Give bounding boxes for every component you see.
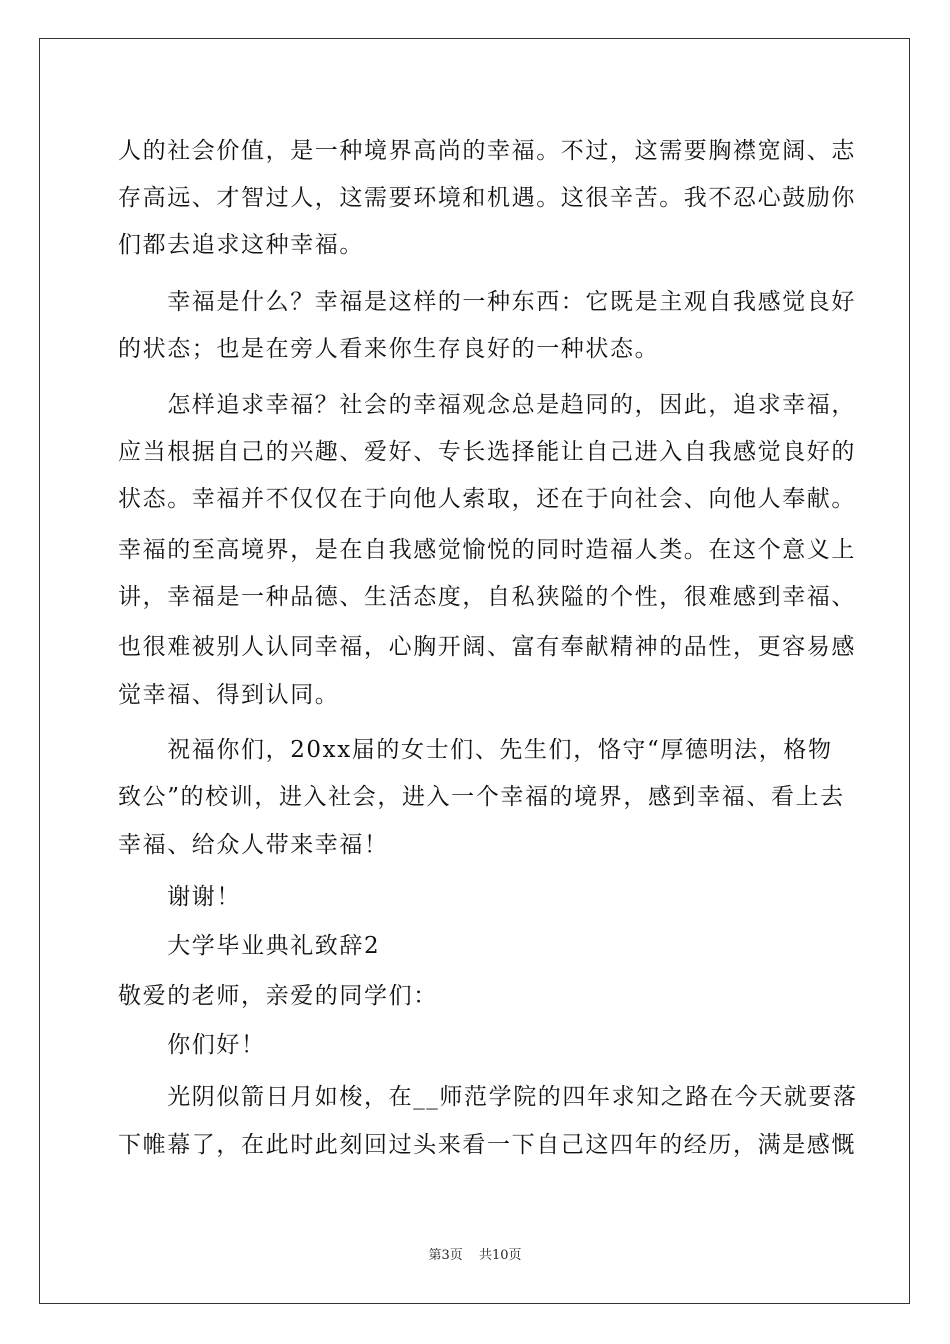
text-line: 怎样追求幸福？社会的幸福观念总是趋同的，因此，追求幸福， <box>118 392 856 418</box>
text-line: 谢谢！ <box>118 884 241 910</box>
text-line: 觉幸福、得到认同。 <box>118 682 340 708</box>
text-line: 的状态；也是在旁人看来你生存良好的一种状态。 <box>118 336 660 362</box>
salutation: 敬爱的老师，亲爱的同学们： <box>118 983 438 1009</box>
text-line: 光阴似箭日月如梭，在__师范学院的四年求知之路在今天就要落 <box>118 1084 858 1110</box>
text-line: 致公”的校训，进入社会，进入一个幸福的境界，感到幸福、看上去 <box>118 784 845 810</box>
text-line: 讲，幸福是一种品德、生活态度，自私狭隘的个性，很难感到幸福、 <box>118 584 856 610</box>
text-line: 也很难被别人认同幸福，心胸开阔、富有奉献精神的品性，更容易感 <box>118 634 856 660</box>
text-line: 存高远、才智过人，这需要环境和机遇。这很辛苦。我不忍心鼓励你 <box>118 185 856 211</box>
text-line: 们都去追求这种幸福。 <box>118 232 364 258</box>
text-line: 祝福你们，20xx届的女士们、先生们，恪守“厚德明法，格物 <box>118 737 833 763</box>
text-line: 应当根据自己的兴趣、爱好、专长选择能让自己进入自我感觉良好的 <box>118 439 856 465</box>
text-line: 幸福是什么？幸福是这样的一种东西：它既是主观自我感觉良好 <box>118 289 856 315</box>
text-line: 幸福的至高境界，是在自我感觉愉悦的同时造福人类。在这个意义上 <box>118 537 856 563</box>
page-total: 共10页 <box>478 1248 522 1263</box>
section-heading: 大学毕业典礼致辞2 <box>118 933 381 959</box>
text-line: 幸福、给众人带来幸福！ <box>118 832 389 858</box>
text-line: 状态。幸福并不仅仅在于向他人索取，还在于向社会、向他人奉献。 <box>118 486 856 512</box>
text-line: 你们好！ <box>118 1032 266 1058</box>
text-line: 下帷幕了，在此时此刻回过头来看一下自己这四年的经历，满是感慨 <box>118 1132 856 1158</box>
text-line: 人的社会价值，是一种境界高尚的幸福。不过，这需要胸襟宽阔、志 <box>118 138 856 164</box>
page-footer <box>0 1244 950 1263</box>
page-number: 第3页 <box>428 1248 463 1263</box>
page-border <box>39 38 910 1304</box>
